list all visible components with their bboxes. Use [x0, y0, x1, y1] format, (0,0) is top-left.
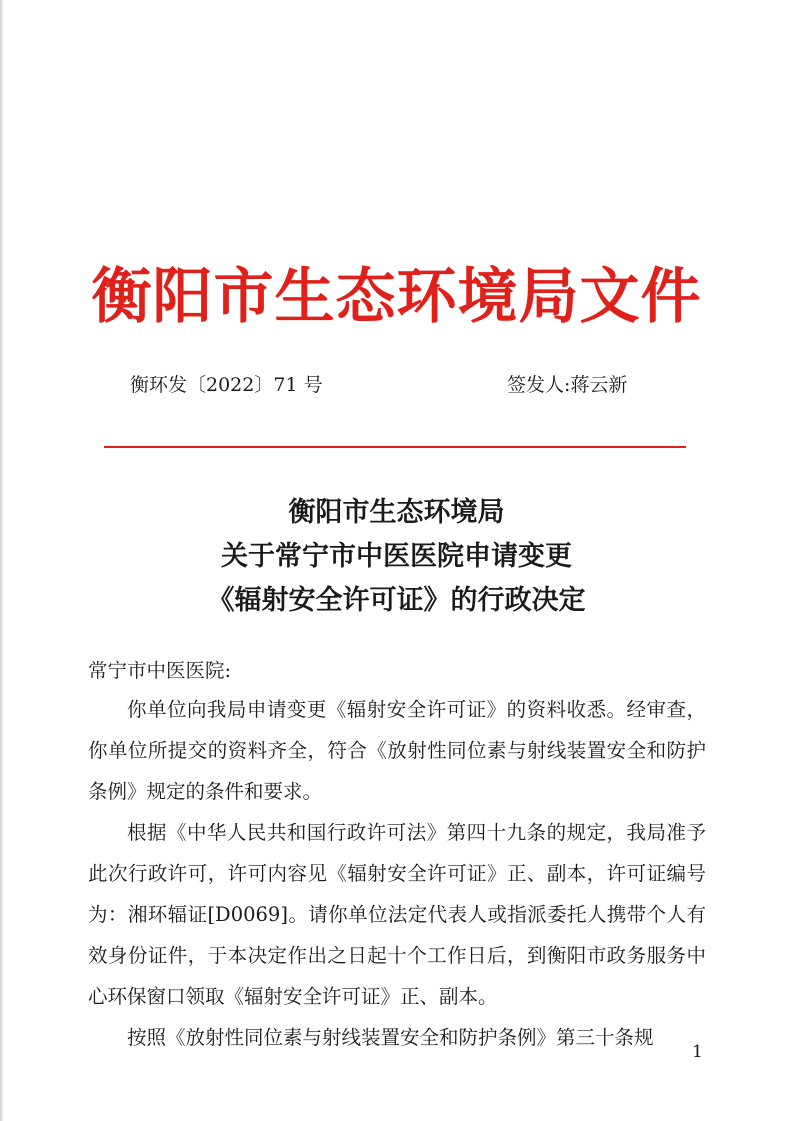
paragraph-3: 按照《放射性同位素与射线装置安全和防护条例》第三十条规 [127, 1026, 654, 1049]
document-title [0, 491, 793, 623]
signer-label: 签发人: [507, 374, 571, 396]
paragraph-2: 根据《中华人民共和国行政许可法》第四十九条的规定，我局准予此次行政许可，许可内容见《辐射安全许可证》正、副本，许可证编号为：湘环辐证[D0069]。请你单位法定代表人或指派委托人携带个人有效身份证件，于本决定作出之日起十个工作日后，到衡阳市政务服务中心环保窗口领取《辐射安全许可证》正、副本。 [88, 821, 706, 1008]
title-line-1: 衡阳市生态环境局 [288, 497, 505, 528]
header-divider [104, 446, 686, 448]
issuer-header: 衡阳市生态环境局文件 [91, 262, 702, 332]
recipient: 常宁市中医医院: [88, 659, 232, 682]
title-line-2: 关于常宁市中医医院申请变更 [221, 541, 572, 572]
body-text [88, 689, 706, 1058]
page-number: 1 [692, 1042, 703, 1062]
document-number: 衡环发〔2022〕71 号 [130, 374, 323, 396]
title-line-3: 《辐射安全许可证》的行政决定 [207, 585, 586, 616]
signer-name: 蒋云新 [570, 374, 628, 396]
paragraph-1: 你单位向我局申请变更《辐射安全许可证》的资料收悉。经审查，你单位所提交的资料齐全，符合《放射性同位素与射线装置安全和防护条例》规定的条件和要求。 [88, 698, 706, 803]
signer-row [507, 372, 627, 398]
